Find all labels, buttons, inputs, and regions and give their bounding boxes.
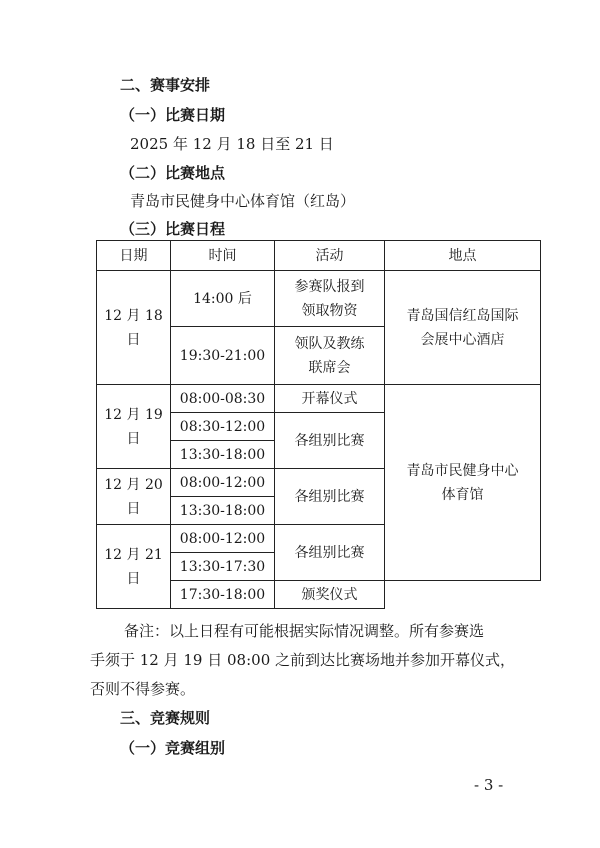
activity-cell: 各组别比赛 xyxy=(275,413,385,469)
time-cell: 13:30-18:00 xyxy=(171,497,275,525)
date-cell: 12 月 21 日 xyxy=(97,525,171,609)
date-cell: 12 月 20 日 xyxy=(97,469,171,525)
activity-cell: 各组别比赛 xyxy=(275,469,385,525)
header-activity: 活动 xyxy=(275,241,385,271)
time-cell: 14:00 后 xyxy=(171,271,275,327)
activity-cell: 参赛队报到 领取物资 xyxy=(275,271,385,327)
header-time: 时间 xyxy=(171,241,275,271)
table-row xyxy=(97,385,541,413)
header-location: 地点 xyxy=(385,241,541,271)
subheading-venue: （二）比赛地点 xyxy=(120,164,226,182)
section-heading-schedule: 二、赛事安排 xyxy=(120,76,211,94)
location-cell: 青岛国信红岛国际 会展中心酒店 xyxy=(385,271,541,385)
table-header-row xyxy=(97,241,541,271)
activity-cell: 各组别比赛 xyxy=(275,525,385,581)
time-cell: 08:00-08:30 xyxy=(171,385,275,413)
section-heading-rules: 三、竞赛规则 xyxy=(120,709,211,727)
time-cell: 13:30-17:30 xyxy=(171,553,275,581)
subheading-groups: （一）竞赛组别 xyxy=(120,739,226,757)
date-cell: 12 月 19 日 xyxy=(97,385,171,469)
activity-cell: 开幕仪式 xyxy=(275,385,385,413)
subheading-schedule: （三）比赛日程 xyxy=(120,220,226,238)
activity-cell: 颁奖仪式 xyxy=(275,581,385,609)
note-line-2: 手须于 12 月 19 日 08:00 之前到达比赛场地并参加开幕仪式， xyxy=(90,651,516,669)
time-cell: 08:00-12:00 xyxy=(171,469,275,497)
note-line-3: 否则不得参赛。 xyxy=(90,680,196,698)
activity-cell: 领队及教练 联席会 xyxy=(275,327,385,385)
note-line-1: 备注：以上日程有可能根据实际情况调整。所有参赛选 xyxy=(124,622,485,640)
time-cell: 13:30-18:00 xyxy=(171,441,275,469)
time-cell: 17:30-18:00 xyxy=(171,581,275,609)
table-row xyxy=(97,271,541,327)
date-cell: 12 月 18 日 xyxy=(97,271,171,385)
time-cell: 19:30-21:00 xyxy=(171,327,275,385)
time-cell: 08:00-12:00 xyxy=(171,525,275,553)
time-cell: 08:30-12:00 xyxy=(171,413,275,441)
date-text: 2025 年 12 月 18 日至 21 日 xyxy=(130,135,334,153)
location-cell: 青岛市民健身中心 体育馆 xyxy=(385,385,541,581)
header-date: 日期 xyxy=(97,241,171,271)
schedule-table xyxy=(96,240,541,609)
venue-text: 青岛市民健身中心体育馆（红岛） xyxy=(130,192,356,210)
page-number: - 3 - xyxy=(474,776,504,794)
subheading-date: （一）比赛日期 xyxy=(120,106,226,124)
